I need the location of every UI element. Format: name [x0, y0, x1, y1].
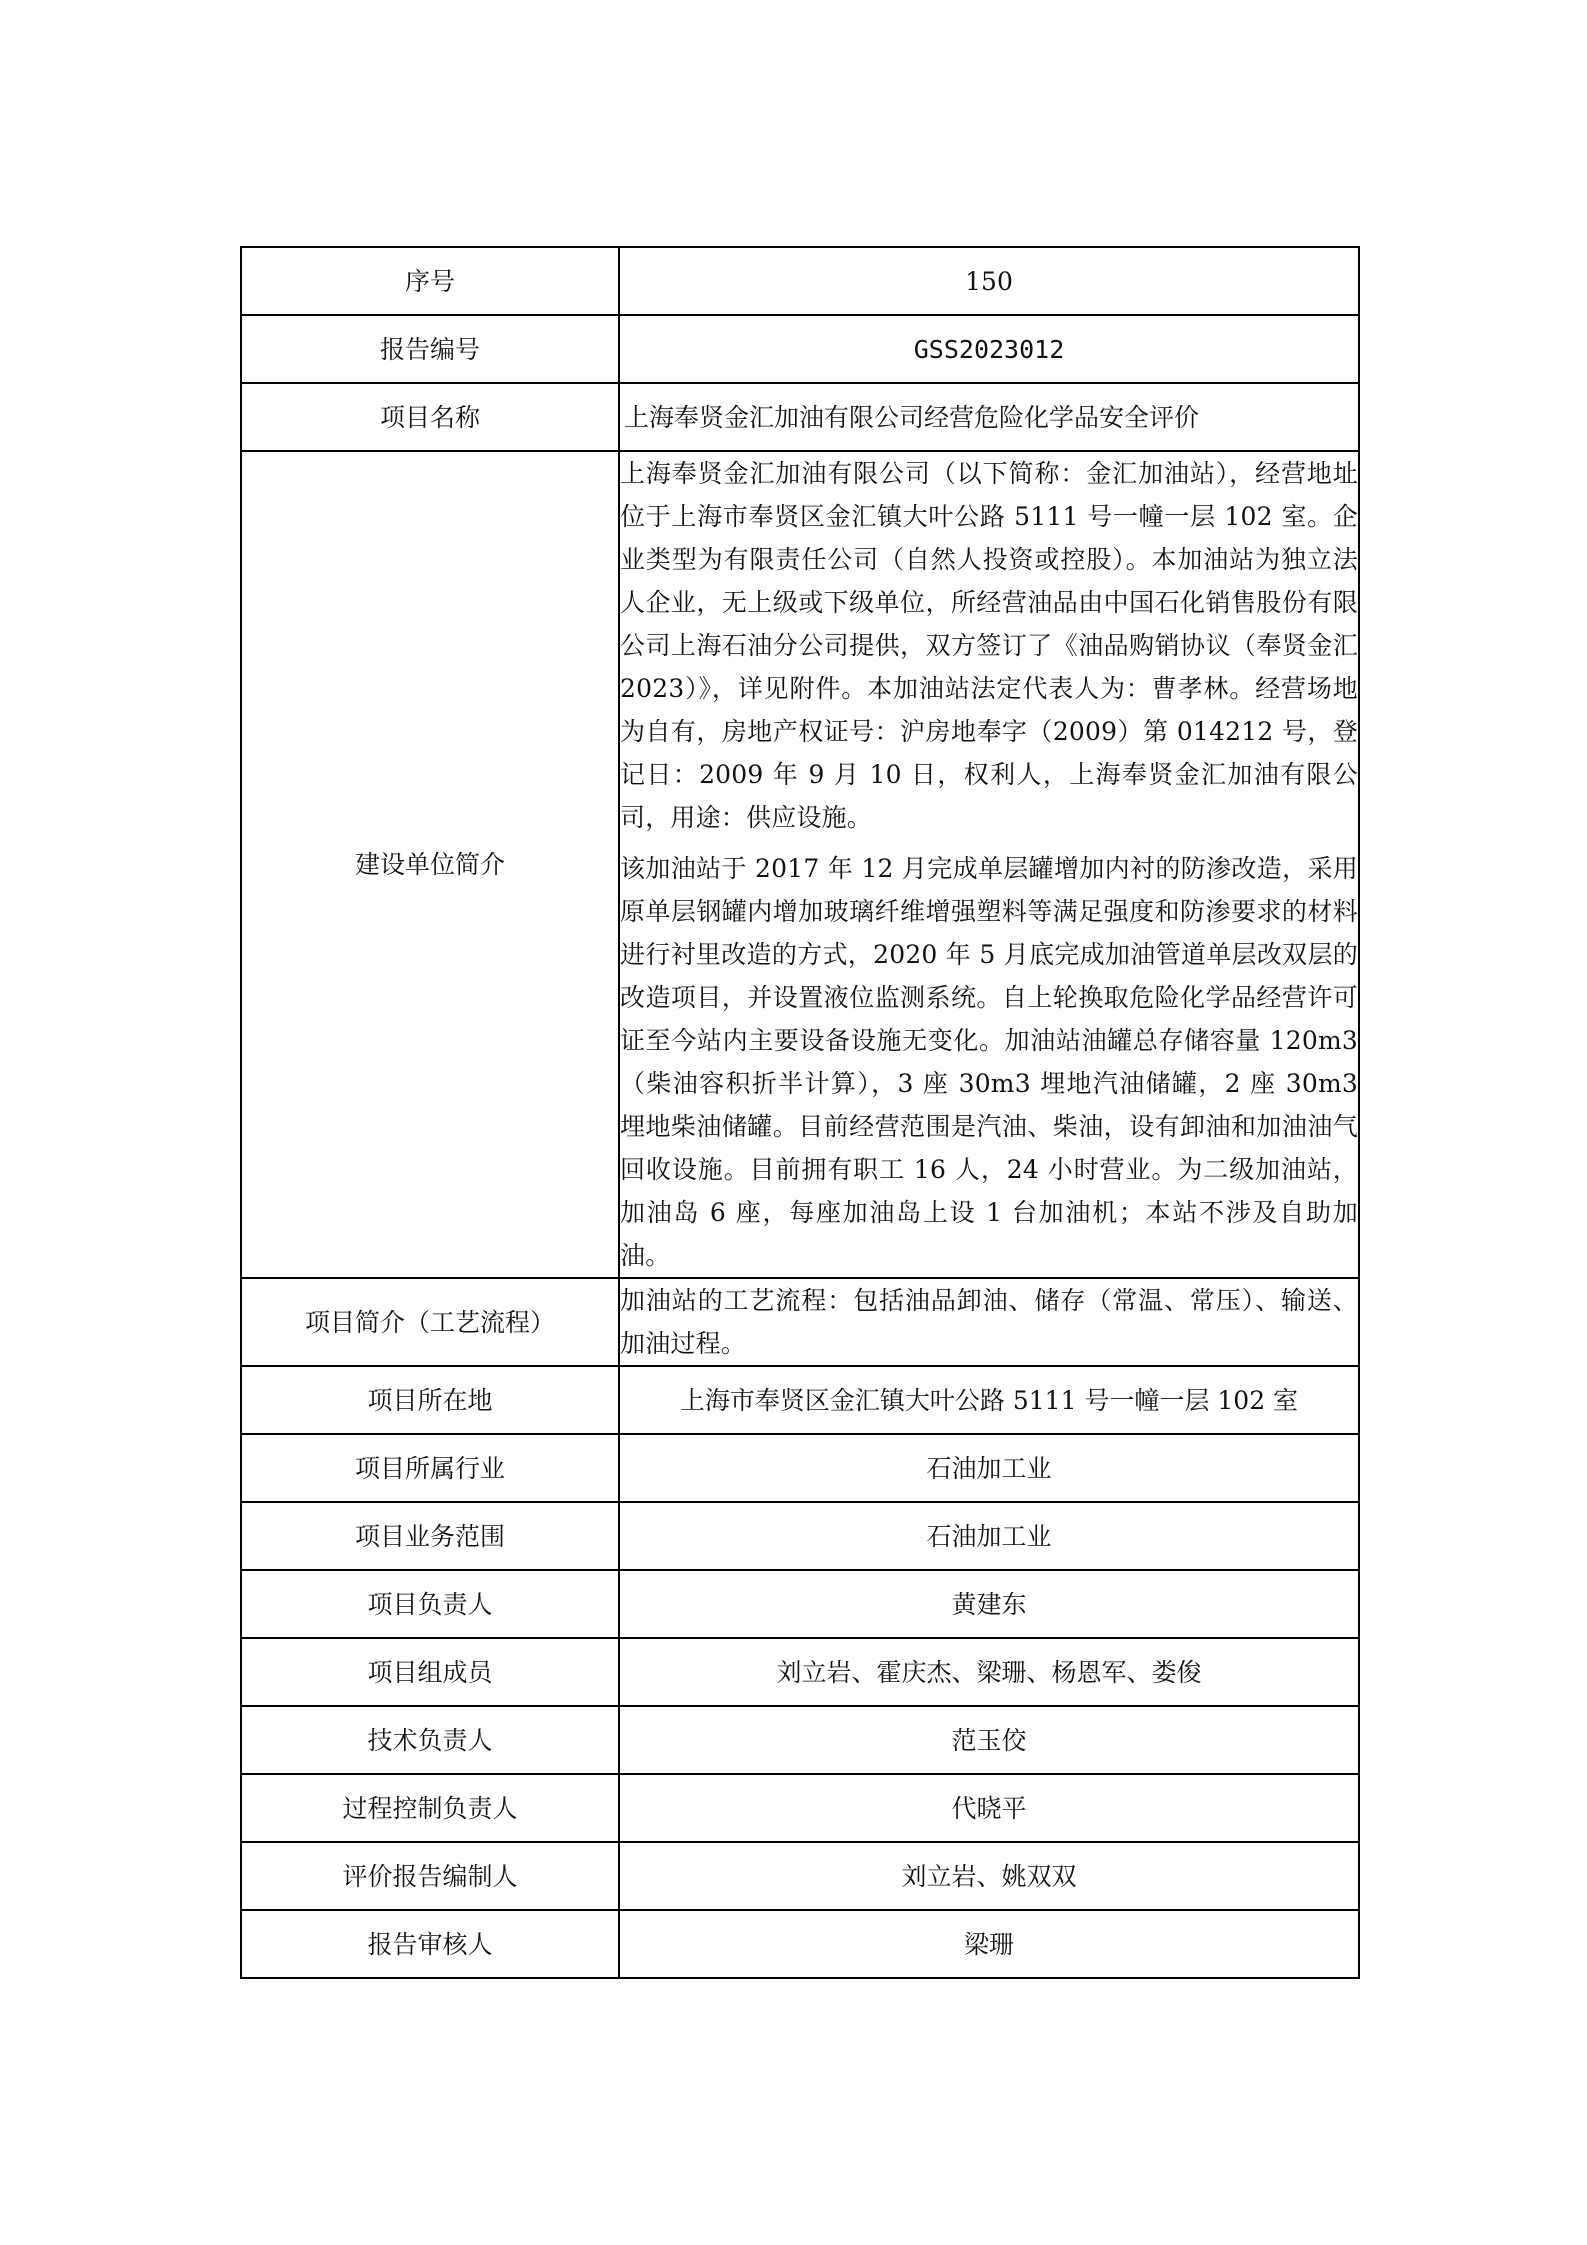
table-row-team-members	[241, 1638, 1359, 1706]
row-value	[619, 451, 1359, 1278]
paragraph: 该加油站于 2017 年 12 月完成单层罐增加内衬的防渗改造，采用原单层钢罐内增加玻璃纤维增强塑料等满足强度和防渗要求的材料进行衬里改造的方式，2020 年 5 月底完成加油管道单层改双层的改造项目，并设置液位监测系统。自上轮换取危险化学品经营许可证至今站内主要设备设施无变化。加油站油罐总存储容量 120m3（柴油容积折半计算），3 座 30m3 埋地汽油储罐，2 座 30m3 埋地柴油储罐。目前经营范围是汽油、柴油，设有卸油和加油油气回收设施。目前拥有职工 16 人，24 小时营业。为二级加油站，加油岛 6 座，每座加油岛上设 1 台加油机；本站不涉及自助加油。	[620, 854, 1358, 1270]
row-label: 项目简介（工艺流程）	[241, 1278, 619, 1366]
row-label: 项目所在地	[241, 1366, 619, 1434]
row-value	[619, 1278, 1359, 1366]
table-row-serial-number	[241, 247, 1359, 315]
row-value: 刘立岩、姚双双	[619, 1842, 1359, 1910]
table-row-report-author	[241, 1842, 1359, 1910]
row-label: 项目组成员	[241, 1638, 619, 1706]
row-value: 代晓平	[619, 1774, 1359, 1842]
paragraph: 加油站的工艺流程：包括油品卸油、储存（常温、常压）、输送、加油过程。	[620, 1286, 1358, 1358]
table-row-business-scope	[241, 1502, 1359, 1570]
row-value: GSS2023012	[619, 315, 1359, 383]
row-value: 刘立岩、霍庆杰、梁珊、杨恩军、娄俊	[619, 1638, 1359, 1706]
row-label: 评价报告编制人	[241, 1842, 619, 1910]
row-label: 技术负责人	[241, 1706, 619, 1774]
row-value: 黄建东	[619, 1570, 1359, 1638]
table-row-company-profile	[241, 451, 1359, 1278]
row-label: 项目名称	[241, 383, 619, 451]
table-row-location	[241, 1366, 1359, 1434]
row-value: 范玉佼	[619, 1706, 1359, 1774]
table-row-project-leader	[241, 1570, 1359, 1638]
table-row-industry	[241, 1434, 1359, 1502]
row-value: 石油加工业	[619, 1502, 1359, 1570]
row-label: 项目负责人	[241, 1570, 619, 1638]
paragraph: 上海奉贤金汇加油有限公司（以下简称：金汇加油站），经营地址位于上海市奉贤区金汇镇大叶公路 5111 号一幢一层 102 室。企业类型为有限责任公司（自然人投资或控股）。本加油站为独立法人企业，无上级或下级单位，所经营油品由中国石化销售股份有限公司上海石油分公司提供，双方签订了《油品购销协议（奉贤金汇 2023）》，详见附件。本加油站法定代表人为：曹孝林。经营场地为自有，房地产权证号：沪房地奉字（2009）第 014212 号，登记日：2009 年 9 月 10 日，权利人，上海奉贤金汇加油有限公司，用途：供应设施。	[620, 459, 1358, 832]
table-row-report-reviewer	[241, 1910, 1359, 1978]
row-value: 上海市奉贤区金汇镇大叶公路 5111 号一幢一层 102 室	[619, 1366, 1359, 1434]
row-label: 建设单位简介	[241, 451, 619, 1278]
project-info-table	[240, 246, 1360, 1979]
table-row-process-control-leader	[241, 1774, 1359, 1842]
row-value: 梁珊	[619, 1910, 1359, 1978]
table-row-technical-leader	[241, 1706, 1359, 1774]
row-value: 150	[619, 247, 1359, 315]
row-value: 石油加工业	[619, 1434, 1359, 1502]
table-row-process-profile	[241, 1278, 1359, 1366]
row-label: 项目所属行业	[241, 1434, 619, 1502]
row-label: 报告编号	[241, 315, 619, 383]
table-row-report-number	[241, 315, 1359, 383]
row-label: 过程控制负责人	[241, 1774, 619, 1842]
table-row-project-name	[241, 383, 1359, 451]
row-value: 上海奉贤金汇加油有限公司经营危险化学品安全评价	[619, 383, 1359, 451]
row-label: 报告审核人	[241, 1910, 619, 1978]
row-label: 项目业务范围	[241, 1502, 619, 1570]
row-label: 序号	[241, 247, 619, 315]
